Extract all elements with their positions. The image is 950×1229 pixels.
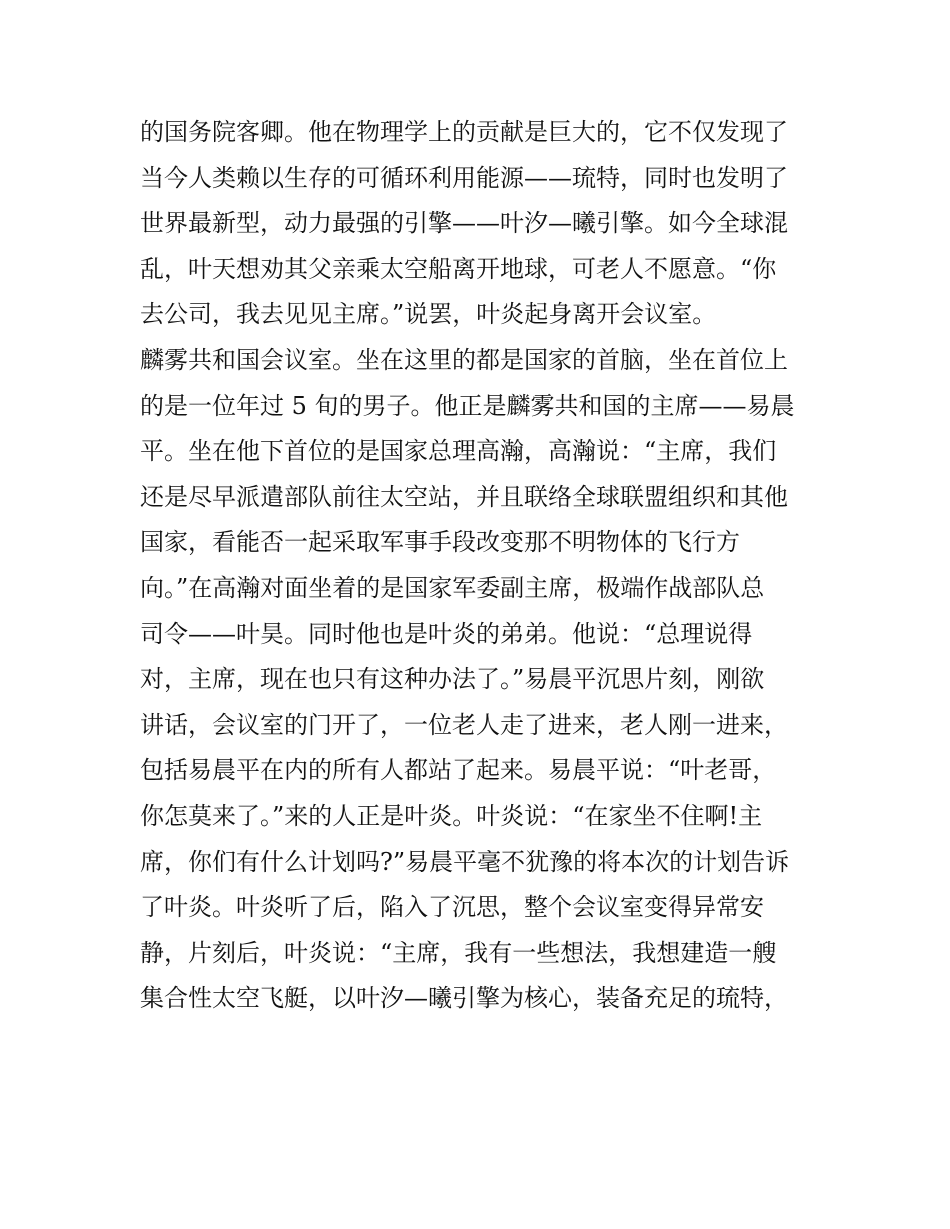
text-line: 席，你们有什么计划吗?”易晨平毫不犹豫的将本次的计划告诉 — [140, 847, 790, 876]
text-line: 还是尽早派遣部队前往太空站，并且联络全球联盟组织和其他 — [140, 482, 788, 511]
text-line: 静，片刻后，叶炎说：“主席，我有一些想法，我想建造一艘 — [140, 938, 777, 967]
text-line: 了叶炎。叶炎听了后，陷入了沉思，整个会议室变得异常安 — [140, 893, 764, 922]
text-line: 的国务院客卿。他在物理学上的贡献是巨大的，它不仅发现了 — [140, 118, 788, 146]
text-line: 国家，看能否一起采取军事手段改变那不明物体的飞行方 — [140, 528, 740, 557]
text-line: 麟雾共和国会议室。坐在这里的都是国家的首脑，坐在首位上 — [140, 345, 788, 374]
body-text — [140, 110, 830, 1022]
text-line: 当今人类赖以生存的可循环利用能源——琉特，同时也发明了 — [140, 163, 788, 192]
text-line: 集合性太空飞艇，以叶汐—曦引擎为核心，装备充足的琉特， — [140, 984, 788, 1013]
text-line: 去公司，我去见见主席。”说罢，叶炎起身离开会议室。 — [140, 300, 717, 329]
text-line: 向。”在高瀚对面坐着的是国家军委副主席，极端作战部队总 — [140, 573, 765, 602]
text-line: 包括易晨平在内的所有人都站了起来。易晨平说：“叶老哥， — [140, 756, 777, 785]
text-line: 世界最新型，动力最强的引擎——叶汐—曦引擎。如今全球混 — [140, 209, 788, 238]
text-line: 你怎莫来了。”来的人正是叶炎。叶炎说：“在家坐不住啊!主 — [140, 801, 763, 830]
text-line: 乱，叶天想劝其父亲乘太空船离开地球，可老人不愿意。“你 — [140, 254, 777, 283]
text-line: 对，主席，现在也只有这种办法了。”易晨平沉思片刻，刚欲 — [140, 665, 765, 694]
text-line: 讲话，会议室的门开了，一位老人走了进来，老人刚一进来， — [140, 710, 788, 739]
text-line: 的是一位年过 5 旬的男子。他正是麟雾共和国的主席——易晨 — [140, 391, 795, 420]
text-line: 司令——叶昊。同时他也是叶炎的弟弟。他说：“总理说得 — [140, 619, 753, 648]
text-line: 平。坐在他下首位的是国家总理高瀚，高瀚说：“主席，我们 — [140, 437, 777, 466]
